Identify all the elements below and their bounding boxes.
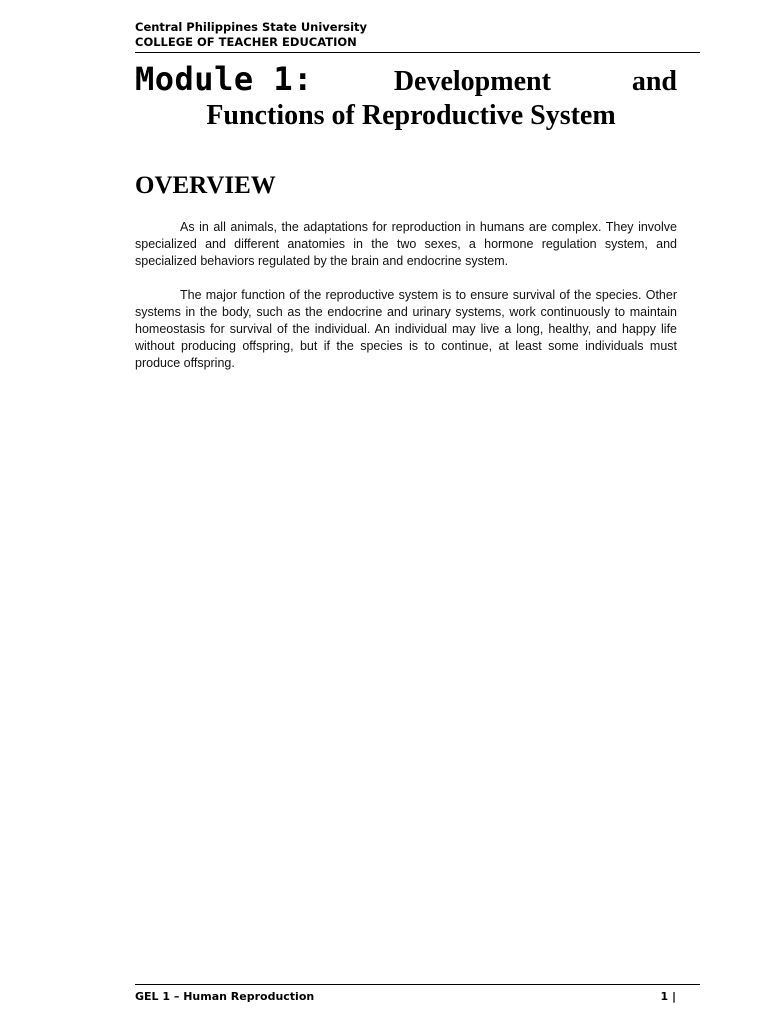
module-title-line-1 bbox=[135, 60, 677, 98]
title-word-development: Development bbox=[393, 66, 551, 97]
overview-paragraph: As in all animals, the adaptations for reproduction in humans are complex. They involve specialized and different anatomies in the two sexes, a hormone regulation system, and specialized behaviors regulated by the brain and endocrine system. bbox=[135, 220, 677, 268]
module-number: Module 1: bbox=[135, 60, 313, 98]
university-name: Central Philippines State University bbox=[135, 20, 368, 34]
overview-paragraph: The major function of the reproductive system is to ensure survival of the species. Other systems in the body, such as the endocrine and urinary systems, work continuously to maintain homeostasis for survival of the individual. An individual may live a long, healthy, and happy life without producing offspring, but if the species is to continue, at least some individuals must produce offspring. bbox=[135, 288, 677, 370]
college-name: COLLEGE OF TEACHER EDUCATION bbox=[135, 35, 357, 49]
module-title bbox=[135, 60, 677, 132]
footer-divider bbox=[135, 984, 700, 985]
title-word-and: and bbox=[631, 66, 677, 97]
header-divider bbox=[135, 52, 700, 53]
module-title-line-2: Functions of Reproductive System bbox=[206, 100, 616, 131]
overview-heading: OVERVIEW bbox=[135, 172, 276, 199]
document-header bbox=[135, 20, 700, 50]
footer-course-name: GEL 1 – Human Reproduction bbox=[135, 990, 315, 1003]
page-number: 1 | bbox=[660, 990, 676, 1003]
